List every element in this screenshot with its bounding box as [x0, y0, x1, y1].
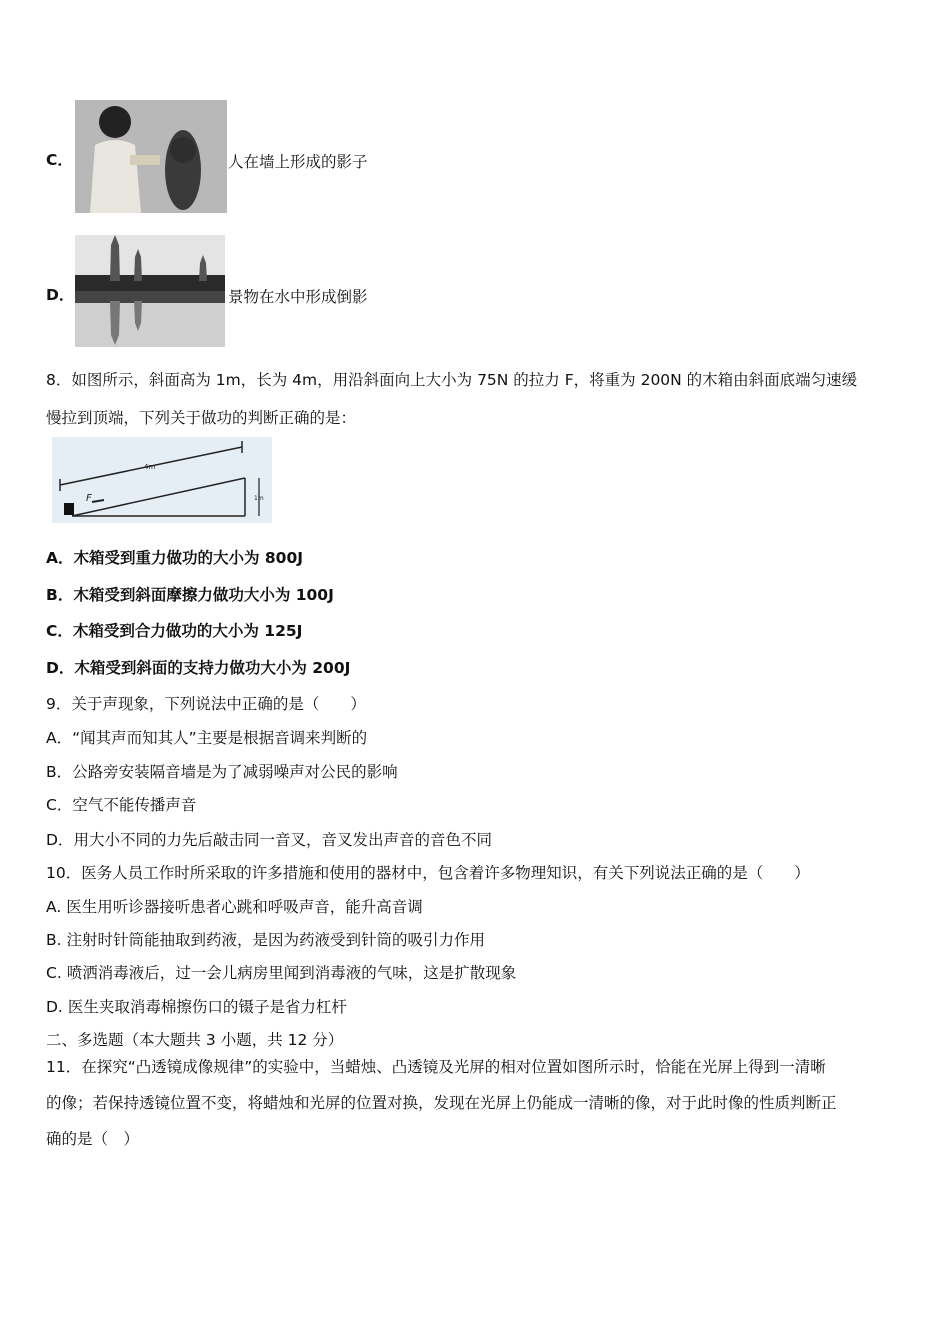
q9-option-c[interactable] [46, 795, 196, 815]
option-label: A． [46, 549, 74, 567]
option-text: 木箱受到斜面的支持力做功大小为 200J [74, 659, 351, 677]
option-text: 空气不能传播声音 [72, 796, 197, 814]
option-text: 喷洒消毒液后，过一会儿病房里闻到消毒液的气味，这是扩散现象 [66, 964, 517, 982]
option-label: B． [46, 586, 74, 604]
option-label: D． [46, 659, 75, 677]
section-heading: 二、多选题（本大题共 3 小题，共 12 分） [46, 1031, 344, 1049]
option-text: 木箱受到斜面摩擦力做功大小为 100J [73, 586, 334, 604]
q9-option-b[interactable] [46, 762, 398, 782]
option-label: C. [46, 964, 62, 982]
option-text: 木箱受到重力做功的大小为 800J [73, 549, 304, 567]
incline-diagram [52, 437, 272, 523]
q9-option-a[interactable] [46, 728, 367, 748]
q9-stem: 9．关于声现象，下列说法中正确的是（ ） [46, 695, 366, 713]
shadow-photo [75, 100, 227, 213]
option-text: 用大小不同的力先后敲击同一音叉，音叉发出声音的音色不同 [73, 831, 492, 849]
option-label: D． [46, 831, 74, 849]
q9-option-d[interactable] [46, 830, 492, 850]
q7-option-c-text: 人在墙上形成的影子 [228, 153, 368, 171]
q10-option-d[interactable] [46, 997, 347, 1017]
length-label: 4m [144, 463, 156, 471]
height-label: 1m [254, 495, 264, 502]
option-label: C． [46, 622, 73, 640]
q10-option-b[interactable] [46, 930, 485, 950]
option-label: A． [46, 729, 73, 747]
q8-option-b[interactable] [46, 585, 334, 605]
q11-line3: 确的是（ ） [46, 1130, 140, 1148]
q7-option-d-text: 景物在水中形成倒影 [228, 288, 368, 306]
option-label: B. [46, 931, 62, 949]
reflection-photo [75, 235, 225, 347]
q10-option-c[interactable] [46, 963, 516, 983]
q11-line2: 的像；若保持透镜位置不变，将蜡烛和光屏的位置对换，发现在光屏上仍能成一清晰的像，对于此时像的性质判断正 [46, 1094, 837, 1112]
option-text: 医生夹取消毒棉擦伤口的镊子是省力杠杆 [67, 998, 347, 1016]
force-label: F [86, 493, 92, 504]
q8-option-a[interactable] [46, 548, 303, 568]
option-label: C． [46, 796, 73, 814]
option-text: 木箱受到合力做功的大小为 125J [72, 622, 303, 640]
q10-stem: 10．医务人员工作时所采取的许多措施和使用的器材中，包含着许多物理知识，有关下列说法正确的是（ ） [46, 864, 810, 882]
q8-stem-line2: 慢拉到顶端，下列关于做功的判断正确的是： [46, 409, 357, 427]
q11-line1: 11．在探究“凸透镜成像规律”的实验中，当蜡烛、凸透镜及光屏的相对位置如图所示时，恰能在光屏上得到一清晰 [46, 1058, 826, 1076]
q8-stem-line1: 8．如图所示，斜面高为 1m，长为 4m，用沿斜面向上大小为 75N 的拉力 F，将重为 200N 的木箱由斜面底端匀速缓 [46, 371, 858, 389]
q8-option-c[interactable] [46, 621, 302, 641]
option-text: 注射时针筒能抽取到药液，是因为药液受到针筒的吸引力作用 [66, 931, 486, 949]
option-text: “闻其声而知其人”主要是根据音调来判断的 [72, 729, 368, 747]
option-label: B． [46, 763, 73, 781]
option-text: 医生用听诊器接听患者心跳和呼吸声音，能升高音调 [66, 898, 423, 916]
q7-option-c-label: C． [46, 151, 73, 169]
option-label: D. [46, 998, 63, 1016]
option-text: 公路旁安装隔音墙是为了减弱噪声对公民的影响 [72, 763, 398, 781]
q10-option-a[interactable] [46, 897, 423, 917]
option-label: A. [46, 898, 62, 916]
q7-option-d-label: D． [46, 286, 75, 304]
q8-option-d[interactable] [46, 658, 350, 678]
